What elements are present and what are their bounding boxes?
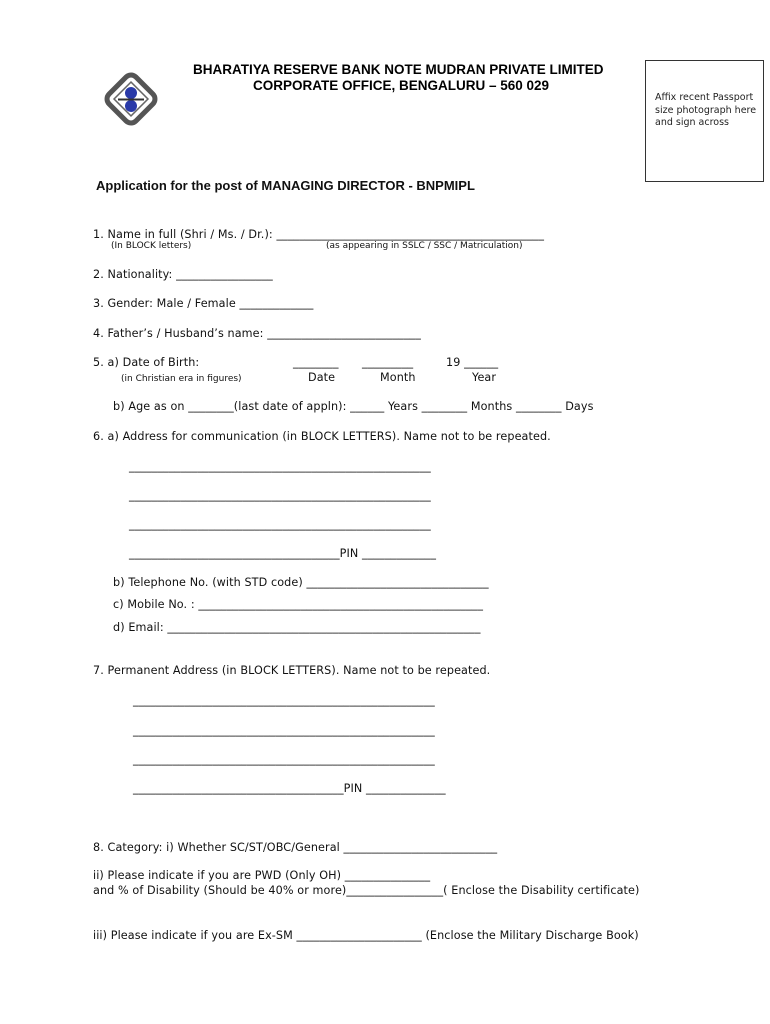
- field-address-comm-label: 6. a) Address for communication (in BLOCK LETTERS). Name not to be repeated.: [93, 430, 551, 443]
- field-dob-year-label: Year: [472, 371, 497, 384]
- organization-logo: [100, 68, 162, 130]
- field-permanent-address-line-1[interactable]: _____________________________________________________: [133, 694, 435, 707]
- field-dob-year[interactable]: 19 ______: [446, 356, 499, 369]
- field-category[interactable]: 8. Category: i) Whether SC/ST/OBC/General ___________________________: [93, 841, 498, 854]
- field-ex-sm[interactable]: iii) Please indicate if you are Ex-SM ______________________ (Enclose the Military Discharge Book): [93, 929, 639, 942]
- field-nationality[interactable]: 2. Nationality: _________________: [93, 268, 273, 281]
- office-address: CORPORATE OFFICE, BENGALURU – 560 029: [253, 78, 550, 93]
- field-permanent-address-line-3[interactable]: _____________________________________________________: [133, 753, 435, 766]
- field-dob-month[interactable]: _________: [362, 356, 414, 369]
- field-address-comm-line-2[interactable]: _____________________________________________________: [129, 489, 431, 502]
- field-dob-label: 5. a) Date of Birth:: [93, 356, 200, 369]
- logo-emblem-icon: [100, 68, 162, 130]
- field-permanent-address-line-2[interactable]: _____________________________________________________: [133, 724, 435, 737]
- field-email[interactable]: d) Email: _______________________________________________________: [113, 621, 481, 634]
- field-gender[interactable]: 3. Gender: Male / Female _____________: [93, 297, 314, 310]
- field-dob-date-label: Date: [308, 371, 336, 384]
- field-address-comm-line-1[interactable]: _____________________________________________________: [129, 460, 431, 473]
- field-telephone[interactable]: b) Telephone No. (with STD code) ________________________________: [113, 576, 489, 589]
- field-address-comm-line-3[interactable]: _____________________________________________________: [129, 518, 431, 531]
- field-dob-month-label: Month: [380, 371, 416, 384]
- field-dob-date[interactable]: ________: [293, 356, 339, 369]
- field-name-note-block: (In BLOCK letters): [111, 241, 192, 251]
- field-permanent-address-label: 7. Permanent Address (in BLOCK LETTERS). Name not to be repeated.: [93, 664, 491, 677]
- organization-name: BHARATIYA RESERVE BANK NOTE MUDRAN PRIVATE LIMITED: [193, 62, 604, 77]
- field-address-comm-pin[interactable]: _____________________________________PIN _____________: [129, 547, 437, 560]
- form-title: Application for the post of MANAGING DIRECTOR - BNPMIPL: [96, 178, 475, 193]
- field-name-note-sslc: (as appearing in SSLC / SSC / Matriculation): [326, 241, 523, 251]
- field-pwd[interactable]: ii) Please indicate if you are PWD (Only OH) _______________: [93, 869, 431, 882]
- field-mobile[interactable]: c) Mobile No. : __________________________________________________: [113, 598, 484, 611]
- field-dob-note: (in Christian era in figures): [121, 374, 242, 384]
- field-age[interactable]: b) Age as on ________(last date of appln): ______ Years ________ Months ________ Days: [113, 400, 594, 413]
- field-father-husband-name[interactable]: 4. Father’s / Husband’s name: ___________________________: [93, 327, 421, 340]
- field-permanent-address-pin[interactable]: _____________________________________PIN ______________: [133, 782, 446, 795]
- field-disability-percent[interactable]: and % of Disability (Should be 40% or more)_________________( Enclose the Disability certificate): [93, 884, 640, 897]
- photo-instruction: Affix recent Passport size photograph here and sign across: [655, 92, 757, 128]
- field-name-full[interactable]: 1. Name in full (Shri / Ms. / Dr.): _______________________________________________: [93, 228, 545, 241]
